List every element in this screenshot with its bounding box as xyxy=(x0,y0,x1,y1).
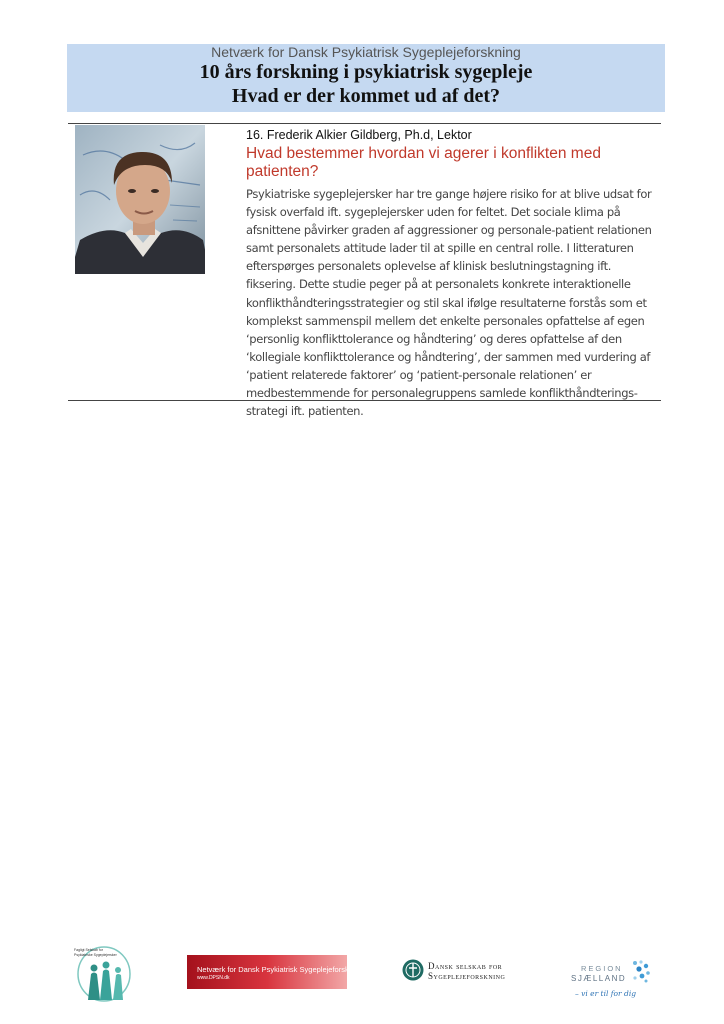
abstract-title: Hvad bestemmer hvordan vi agerer i konflikten med patienten? xyxy=(246,145,601,180)
region-sjaelland-logo xyxy=(565,960,655,1006)
network-name: Netværk for Dansk Psykiatrisk Sygeplejeforskning xyxy=(211,44,521,60)
document-title: 10 års forskning i psykiatrisk sygepleje xyxy=(199,61,533,83)
fsps-logo xyxy=(68,944,140,1004)
dsfs-logo-line1: Dansk selskab for xyxy=(428,961,503,971)
region-dots-icon xyxy=(631,960,653,986)
dpsn-logo xyxy=(187,955,363,989)
document-header xyxy=(67,44,665,112)
dpsn-logo-text: Netværk for Dansk Psykiatrisk Sygeplejeforskning xyxy=(197,965,363,974)
dsfs-logo-line2: Sygeplejeforskning xyxy=(428,971,506,981)
document-subtitle: Hvad er der kommet ud af det? xyxy=(231,85,501,107)
region-logo-line2: SJÆLLAND xyxy=(571,974,627,983)
region-logo-line1: REGION xyxy=(581,964,623,973)
abstract-text: Psykiatriske sygeplejersker har tre gange højere risiko for at blive udsat for fysisk overfald ift. sygeplejersker uden for feltet. Det sociale klima på afsnittene påvirker graden af aggressioner og personale-patient relationen samt personalets attitude lader til at spille en central rolle. I litteraturen efterspørges personalets oplevelse af klinisk beslutningstagning ift. fiksering. Dette studie peger på at personalets konkrete interaktionelle konflikthåndteringsstrategier og stil skal ifølge resultaterne forstås som et komplekst sammenspil mellem det enkelte personales opfattelse af egen ‘personlig konflikttolerance og håndtering’ og deres opfattelse af den ‘kollegiale konflikttolerance og håndtering’, der sammen med vurdering af ‘patient relaterede faktorer’ og ‘patient-personale relationen’ er medbestemmende for personalegruppens samlede konflikthåndterings-strategi ift. patienten. xyxy=(246,187,652,419)
region-logo-tagline: – vi er til for dig xyxy=(575,989,637,998)
abstract-entry xyxy=(246,128,661,420)
footer-logos xyxy=(0,944,724,1010)
dpsn-logo-url: www.DPSN.dk xyxy=(197,975,230,981)
author-photo xyxy=(75,125,205,274)
author-name: 16. Frederik Alkier Gildberg, Ph.d, Lektor xyxy=(246,128,472,142)
top-divider xyxy=(68,123,661,124)
fsps-logo-text: Fagligt Selskab for Psykiatriske Sygeplejersker xyxy=(74,948,117,957)
dsfs-emblem-icon xyxy=(402,959,424,981)
dsfs-logo xyxy=(402,959,532,983)
bottom-divider xyxy=(68,400,661,401)
